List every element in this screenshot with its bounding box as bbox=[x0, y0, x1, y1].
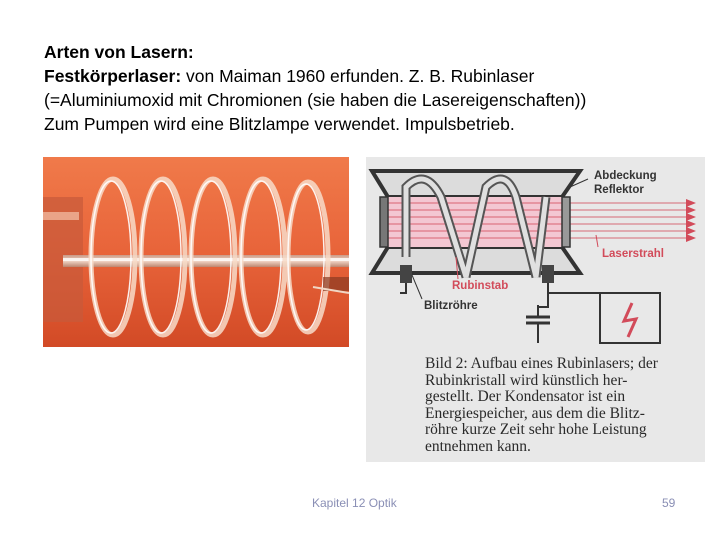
term-festkoerperlaser: Festkörperlaser: bbox=[44, 66, 182, 86]
page-number: 59 bbox=[662, 496, 676, 510]
ruby-laser-photo bbox=[43, 157, 349, 347]
line-2-text: von Maiman 1960 erfunden. Z. B. Rubinlaser bbox=[181, 66, 535, 86]
caption-line: Energiespeicher, aus dem die Blitz- bbox=[425, 404, 645, 422]
caption-line: entnehmen kann. bbox=[425, 437, 531, 455]
caption-line: röhre kurze Zeit sehr hohe Leistung bbox=[425, 421, 647, 439]
figure-caption bbox=[425, 356, 697, 456]
caption-line: Rubinkristall wird künstlich her- bbox=[425, 371, 628, 389]
label-reflektor: Reflektor bbox=[594, 184, 644, 196]
caption-line: gestellt. Der Kondensator ist ein bbox=[425, 388, 626, 406]
label-rubinstab: Rubinstab bbox=[452, 280, 509, 292]
slide-heading: Arten von Lasern: bbox=[44, 42, 194, 62]
label-abdeckung: Abdeckung bbox=[594, 170, 657, 182]
slide-line-2 bbox=[44, 64, 704, 88]
slide-line-4: Zum Pumpen wird eine Blitzlampe verwendet. Impulsbetrieb. bbox=[44, 114, 515, 134]
ruby-laser-diagram bbox=[366, 157, 705, 462]
label-laserstrahl: Laserstrahl bbox=[602, 248, 665, 260]
label-blitzroehre: Blitzröhre bbox=[424, 300, 478, 312]
caption-line: Bild 2: Aufbau eines Rubinlasers; der bbox=[425, 355, 658, 372]
slide-line-3: (=Aluminiumoxid mit Chromionen (sie haben die Lasereigenschaften)) bbox=[44, 90, 587, 110]
footer-chapter: Kapitel 12 Optik bbox=[312, 496, 397, 510]
slide-text bbox=[44, 40, 704, 136]
